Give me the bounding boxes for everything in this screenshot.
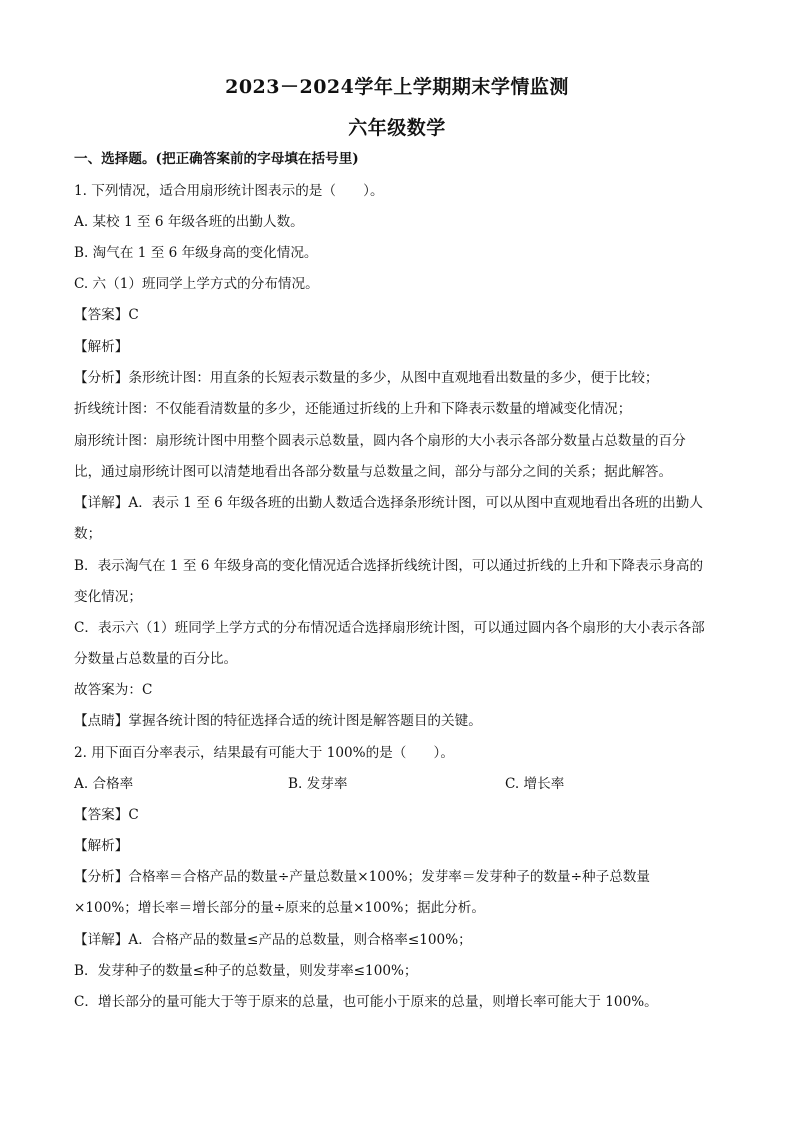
q1-detail-line: 数； bbox=[74, 526, 102, 542]
q2-option-a: A. 合格率 bbox=[74, 776, 134, 792]
q2-option-c: C. 增长率 bbox=[505, 776, 565, 792]
q1-detail-line: B．表示淘气在 1 至 6 年级身高的变化情况适合选择折线统计图，可以通过折线的上升和下降表示身高的 bbox=[74, 558, 704, 574]
q1-detail-line: 【详解】A．表示 1 至 6 年级各班的出勤人数适合选择条形统计图，可以从图中直观地看出各班的出勤人 bbox=[74, 495, 703, 511]
q2-answer: 【答案】C bbox=[74, 807, 139, 823]
q2-analysis-line: ×100%；增长率＝增长部分的量÷原来的总量×100%；据此分析。 bbox=[74, 900, 485, 916]
q2-analysis-line: 【分析】合格率＝合格产品的数量÷产量总数量×100%；发芽率＝发芽种子的数量÷种子总数量 bbox=[74, 869, 650, 885]
q1-option-b: B. 淘气在 1 至 6 年级身高的变化情况。 bbox=[74, 245, 318, 261]
q1-conclusion: 故答案为：C bbox=[74, 682, 153, 698]
exam-subtitle: 六年级数学 bbox=[348, 117, 446, 139]
q1-jiexi-label: 【解析】 bbox=[74, 339, 129, 355]
q1-comment: 【点睛】掌握各统计图的特征选择合适的统计图是解答题目的关键。 bbox=[74, 713, 482, 729]
q1-analysis-line: 【分析】条形统计图：用直条的长短表示数量的多少，从图中直观地看出数量的多少，便于比较； bbox=[74, 370, 659, 386]
q2-stem: 2. 用下面百分率表示，结果最有可能大于 100%的是（ ）。 bbox=[74, 745, 454, 761]
q2-option-b: B. 发芽率 bbox=[288, 776, 348, 792]
exam-title: 2023－2024学年上学期期末学情监测 bbox=[225, 76, 569, 98]
q1-analysis-line: 扇形统计图：扇形统计图中用整个圆表示总数量，圆内各个扇形的大小表示各部分数量占总数量的百分 bbox=[74, 433, 686, 449]
q1-detail-line: 变化情况； bbox=[74, 589, 142, 605]
q1-analysis-line: 比，通过扇形统计图可以清楚地看出各部分数量与总数量之间，部分与部分之间的关系；据此解答。 bbox=[74, 464, 673, 480]
q1-option-a: A. 某校 1 至 6 年级各班的出勤人数。 bbox=[74, 214, 304, 230]
q1-analysis-line: 折线统计图：不仅能看清数量的多少，还能通过折线的上升和下降表示数量的增减变化情况； bbox=[74, 401, 632, 417]
q1-detail-line: C．表示六（1）班同学上学方式的分布情况适合选择扇形统计图，可以通过圆内各个扇形的大小表示各部 bbox=[74, 620, 705, 636]
q1-detail-line: 分数量占总数量的百分比。 bbox=[74, 651, 238, 667]
q2-detail-line: C．增长部分的量可能大于等于原来的总量，也可能小于原来的总量，则增长率可能大于 100%。 bbox=[74, 994, 658, 1010]
q1-answer: 【答案】C bbox=[74, 307, 139, 323]
q2-jiexi-label: 【解析】 bbox=[74, 838, 129, 854]
section-heading: 一、选择题。(把正确答案前的字母填在括号里) bbox=[74, 151, 359, 167]
q1-stem: 1. 下列情况，适合用扇形统计图表示的是（ ）。 bbox=[74, 183, 384, 199]
q2-detail-line: B．发芽种子的数量≤种子的总数量，则发芽率≤100%； bbox=[74, 963, 418, 979]
q2-detail-line: 【详解】A．合格产品的数量≤产品的总数量，则合格率≤100%； bbox=[74, 932, 472, 948]
q1-option-c: C. 六（1）班同学上学方式的分布情况。 bbox=[74, 276, 319, 292]
